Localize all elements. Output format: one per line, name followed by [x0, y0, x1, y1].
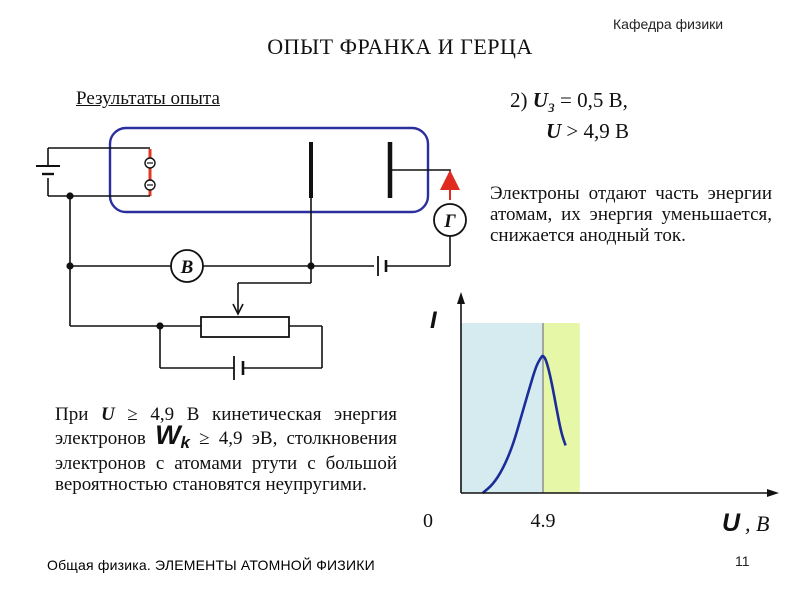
circuit-diagram — [36, 128, 450, 380]
galvanometer-label: Г — [444, 211, 456, 232]
y-axis-arrow — [457, 292, 465, 304]
footer-course: Общая физика. ЭЛЕМЕНТЫ АТОМНОЙ ФИЗИКИ — [47, 557, 375, 573]
slide-title: ОПЫТ ФРАНКА И ГЕРЦА — [267, 34, 533, 59]
department-label: Кафедра физики — [613, 16, 724, 32]
wk-symbol: W — [155, 420, 181, 450]
galvanometer — [434, 204, 466, 236]
wk-subscript: k — [180, 433, 191, 452]
results-subtitle: Результаты опыта — [76, 88, 220, 109]
x-axis-unit: , В — [745, 511, 770, 536]
u-subscript: з — [547, 96, 555, 117]
u2-symbol: U — [546, 119, 562, 143]
explanation-text: Электроны отдают часть энергии атомам, их энергия уменьшается, снижается анодный ток. — [490, 183, 772, 246]
chart-region-1 — [543, 323, 580, 493]
u-value: = 0,5 В, — [554, 88, 628, 112]
page-number: 11 — [735, 553, 750, 569]
x-axis-symbol: U — [722, 509, 741, 537]
condition-number: 2) — [510, 88, 528, 112]
voltmeter — [171, 250, 203, 282]
u-symbol: U — [532, 88, 548, 112]
current-voltage-chart — [423, 292, 779, 537]
x-tick-label: 4.9 — [530, 510, 556, 532]
conclusion-part1: При — [55, 404, 101, 425]
conclusion-u-symbol: U — [101, 404, 115, 425]
conclusion-part3: ≥ 4,9 эВ, столкновения электронов с атомами ртути с большой вероятностью становятся неупругими. — [55, 428, 397, 495]
origin-label: 0 — [423, 510, 433, 532]
vacuum-tube — [110, 128, 428, 212]
potentiometer — [201, 317, 289, 337]
voltmeter-label: В — [180, 257, 194, 278]
u2-value: > 4,9 В — [561, 119, 630, 143]
y-axis-label: I — [430, 307, 437, 334]
conclusion-part2: ≥ 4,9 В кинетическая энергия электронов — [55, 404, 398, 449]
x-axis-arrow — [767, 489, 779, 497]
